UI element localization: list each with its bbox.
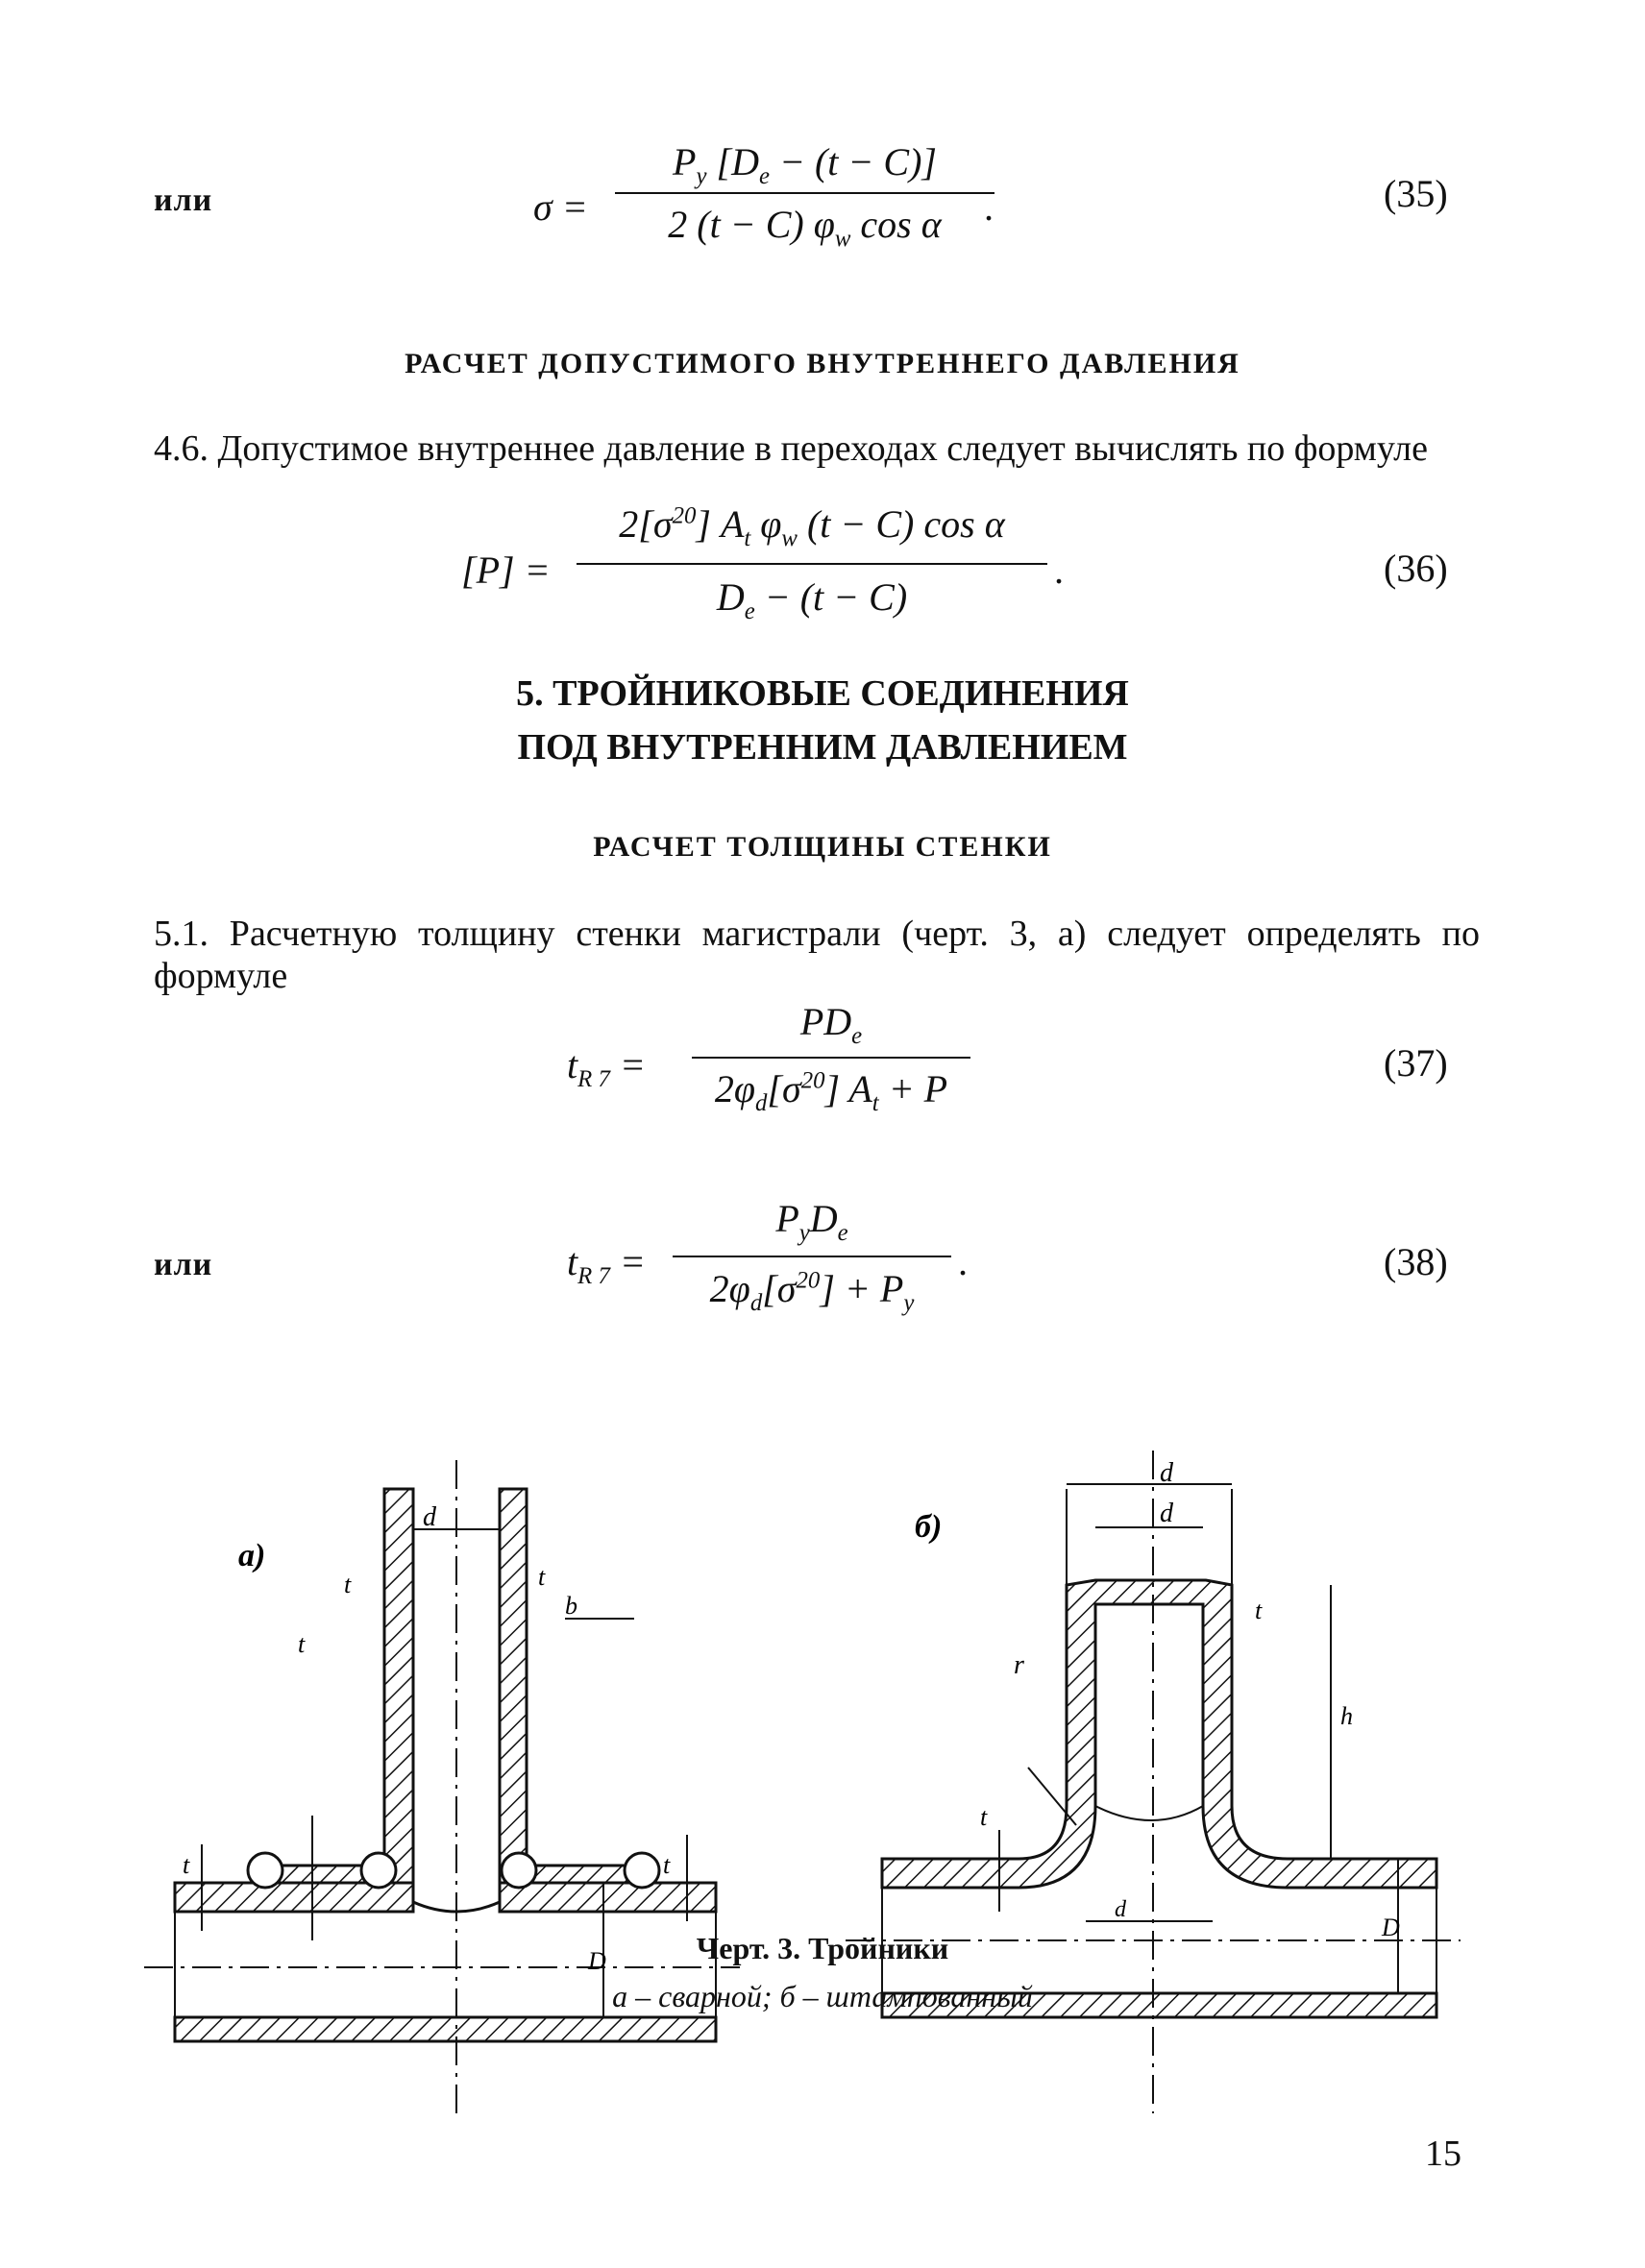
drawing-b-label: б) xyxy=(915,1509,943,1545)
label-De-b: D xyxy=(1382,1914,1400,1941)
page-number: 15 xyxy=(1425,2134,1461,2174)
equation-number-35: (35) xyxy=(1384,172,1448,215)
figure-caption-title: Черт. 3. Тройники xyxy=(696,1931,949,1965)
label-tn: t xyxy=(298,1630,306,1658)
label-t0b: t xyxy=(344,1571,352,1598)
paragraph-4-6: 4.6. Допустимое внутреннее давление в переходах следует вычислять по формуле xyxy=(154,428,1428,469)
tee-welded-drawing xyxy=(144,1460,740,2113)
drawing-a-label: а) xyxy=(238,1538,266,1573)
label-de-b: d xyxy=(1160,1458,1173,1488)
label-de: d xyxy=(423,1502,436,1532)
label-r: r xyxy=(1014,1650,1024,1680)
label-d: d xyxy=(1160,1499,1173,1528)
formula-37-denominator: $2\varphi_d[\sigma^{20}] A_t + P$ xyxy=(714,1067,948,1116)
formula-38-fraction-bar xyxy=(673,1256,951,1257)
formula-38-lhs: $t_{R 7}$ = xyxy=(567,1240,646,1289)
formula-36-numerator: $2[\sigma^{20}]$ $A_t$ $\varphi_w$ (t − C) cos α xyxy=(619,502,1005,551)
formula-36-fraction-bar xyxy=(577,563,1047,565)
formula-38-numerator: $P_yD_e$ xyxy=(775,1197,848,1246)
formula-35-numerator: $P_y$ $[D_e - (t - C)]$ xyxy=(673,140,937,189)
formula-37-numerator: $PD_e$ xyxy=(799,1000,863,1049)
formula-36-period: . xyxy=(1055,549,1065,592)
label-doe: d xyxy=(1115,1897,1126,1922)
label-De: D xyxy=(588,1947,606,1975)
heading-wall-thickness: РАСЧЕТ ТОЛЩИНЫ СТЕНКИ xyxy=(593,831,1052,863)
formula-38-period: . xyxy=(959,1240,969,1283)
label-t-b: t xyxy=(980,1803,988,1831)
formula-38-denominator: $2\varphi_d[\sigma^{20}] + P_y$ xyxy=(709,1267,915,1316)
section-5-title-line1: 5. ТРОЙНИКОВЫЕ СОЕДИНЕНИЯ xyxy=(516,673,1129,714)
label-tb-b: t xyxy=(1255,1597,1263,1624)
or-label-35: или xyxy=(154,183,213,218)
formula-35-lhs: σ = xyxy=(533,185,588,229)
formula-35-denominator: 2 (t − C) $\varphi_w$ cos α xyxy=(668,203,942,252)
paragraph-5-1: 5.1. Расчетную толщину стенки магистрали (черт. 3, а) следует определять по формуле xyxy=(154,914,1480,996)
section-5-title-line2: ПОД ВНУТРЕННИМ ДАВЛЕНИЕМ xyxy=(517,727,1128,768)
label-tb: t xyxy=(538,1563,546,1591)
formula-35-fraction-bar xyxy=(615,192,994,194)
formula-36-denominator: $D_e - (t - C)$ xyxy=(716,575,908,624)
formula-37-lhs: $t_{R 7}$ = xyxy=(567,1043,646,1092)
equation-number-37: (37) xyxy=(1384,1041,1448,1085)
formula-35-period: . xyxy=(985,185,994,229)
label-bn: b xyxy=(565,1592,577,1620)
equation-number-36: (36) xyxy=(1384,547,1448,590)
label-t0: t xyxy=(183,1851,190,1879)
formula-37-fraction-bar xyxy=(692,1057,970,1059)
label-t: t xyxy=(663,1851,671,1879)
label-hb: h xyxy=(1340,1702,1353,1730)
or-label-38: или xyxy=(154,1247,213,1282)
equation-number-38: (38) xyxy=(1384,1240,1448,1283)
figure-caption-subtitle: а – сварной; б – штампованный xyxy=(612,1979,1033,2013)
heading-allowed-pressure: РАСЧЕТ ДОПУСТИМОГО ВНУТРЕННЕГО ДАВЛЕНИЯ xyxy=(405,348,1240,379)
formula-36-lhs: [P] = xyxy=(461,549,551,592)
